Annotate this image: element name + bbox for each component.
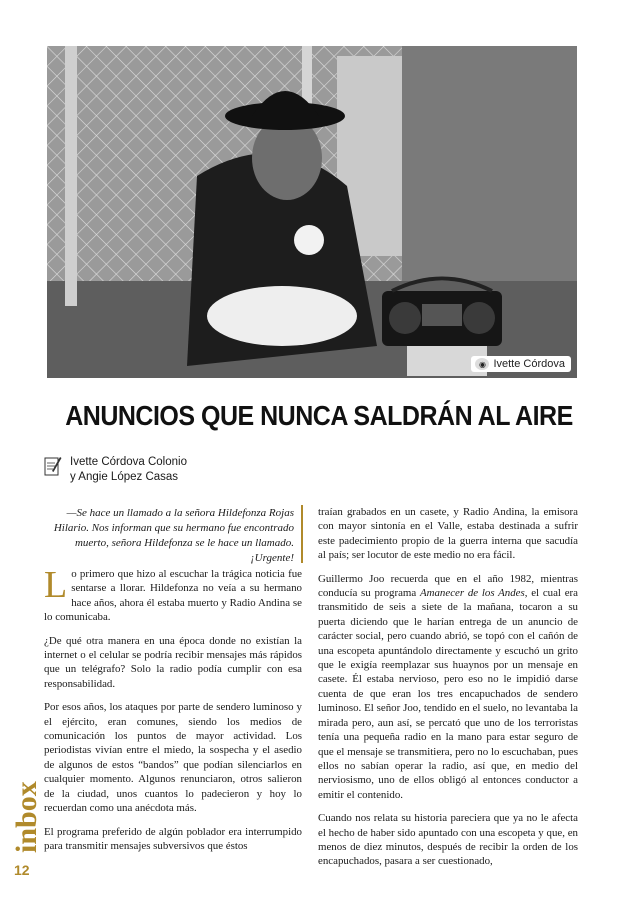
column-left <box>44 564 302 862</box>
pen-icon <box>44 455 62 477</box>
article-authors <box>44 455 187 485</box>
paragraph <box>44 564 302 625</box>
paragraph-text: , el cual era transmitido de seis a siete de la mañana, tocaron a su puerta diciendo que le harían entrega de un anuncio de carácter social, pero cuando abrió, se topó con el cañón de una escopeta apuntándolo directamente y escuchó un grito que le exigía reemplazar sus huaynos por un mensaje en casete. Él estaba nervioso, pero eso no le impidió darse cuenta de que eran los tres encapuchados de sendero luminoso. El señor Joo, tendido en el suelo, no levantaba la mirada pero, aun así, se percató que uno de los terroristas tenía una pequeña radio en la mano para estar seguro de que el mensaje se transmitiera, pero no lo escuchaban, pues ellos no sabían operar la radio, así que, en medio del nerviosismo, uno de ellos obligó al entonces conductor a emitir el contenido. <box>318 587 578 801</box>
author-line-1: Ivette Córdova Colonio <box>70 456 187 468</box>
paragraph: Por esos años, los ataques por parte de sendero luminoso y el ejército, eran comunes, siendo los medios de comunicación los puntos de mayor actividad. Los periodistas vivían entre el miedo, la sospecha y el asedio de algunos de estos “bandos” que podían silenciarlos en cualquier momento. Algunos renunciaron, otros salieron de la ciudad, unos cuantos lo padecieron y hoy lo recuerdan como una anécdota más. <box>44 701 302 815</box>
drop-cap: L <box>44 564 68 606</box>
paragraph: ¿De qué otra manera en una época donde no existían la internet o el celular se podría recibir mensajes más rápidos que un telégrafo? Solo la radio podía cumplir con esa responsabilidad. <box>44 634 302 690</box>
paragraph-text: Guillermo Joo recuerda que en el año 1982, mientras conducía su programa <box>318 572 578 600</box>
page-number: 12 <box>14 862 30 878</box>
quote-rule <box>301 505 303 563</box>
program-name: Amanecer de los Andes <box>419 587 525 600</box>
author-line-2: y Angie López Casas <box>70 471 179 483</box>
paragraph-text: o primero que hizo al escuchar la trágica noticia fue sentarse a llorar. Hildefonza no veía a su hermano hace años, ahora él estaba muerto y Radio Andina se lo comunicaba. <box>44 568 302 624</box>
inbox-logo-text: inbox <box>10 781 43 853</box>
photo-credit <box>471 356 571 372</box>
photo-credit-text: Ivette Córdova <box>493 358 565 370</box>
pull-quote: —Se hace un llamado a la señora Hildefonza Rojas Hilario. Nos informan que su hermano fue encontrado muerto, señora Hildefonza se le hace un llamado. ¡Urgente! <box>53 507 294 564</box>
paragraph: Cuando nos relata su historia pareciera que ya no le afecta el hecho de haber sido apuntado con una escopeta y que, en menos de diez minutos, después de recibir la orden de los encapuchados, pasara a ser cuestionado, <box>318 812 578 868</box>
inbox-logo <box>10 755 44 855</box>
column-right <box>318 505 578 878</box>
paragraph <box>318 572 578 803</box>
article-photo <box>47 46 577 378</box>
paragraph: El programa preferido de algún poblador era interrumpido para transmitir mensajes subversivos que éstos <box>44 825 302 852</box>
camera-icon: ◉ <box>475 358 489 370</box>
paragraph: traían grabados en un casete, y Radio Andina, la emisora con mayor sintonía en el Valle, estaba destinada a sufrir este padecimiento propio de la guerra interna que sacudía al país; ser locutor de este medio no era fácil. <box>318 506 578 562</box>
article-title: ANUNCIOS QUE NUNCA SALDRÁN AL AIRE <box>65 400 573 432</box>
